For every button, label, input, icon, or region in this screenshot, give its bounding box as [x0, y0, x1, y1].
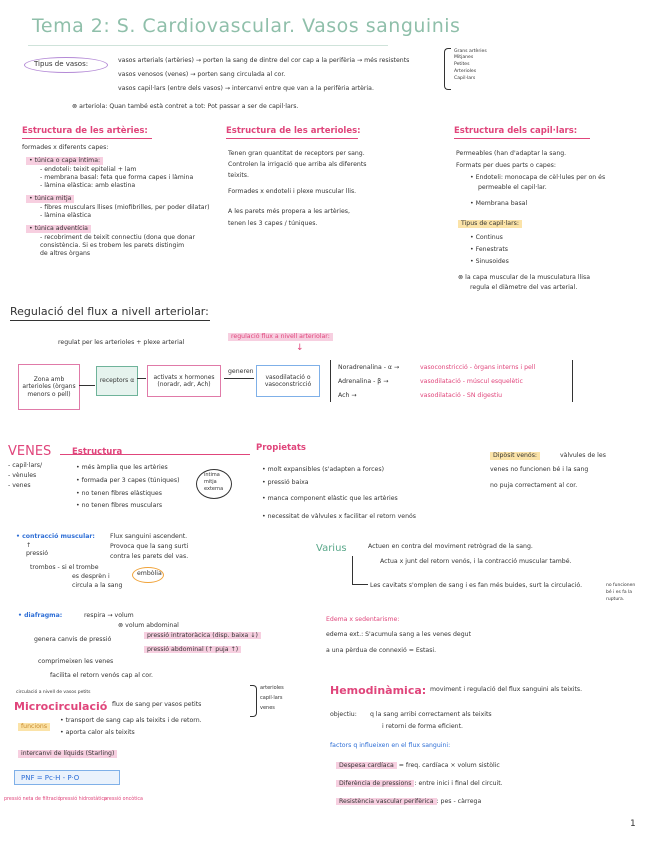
arteries-line: • túnica mitja: [26, 195, 74, 203]
functions-label: funcions: [18, 723, 50, 731]
veins-heading: VENES: [8, 444, 52, 459]
hemodynamics-heading: Hemodinàmica:: [330, 684, 427, 697]
varices-line: Les cavitats s'omplen de sang i es fan més buides, surt la circulació.: [370, 582, 583, 589]
reg-row-right: vasodilatació - múscul esquelètic: [420, 378, 523, 385]
types-label: Tipus de vasos:: [34, 60, 89, 68]
arrow-line: [224, 378, 254, 379]
brace-item: Arterioles: [454, 69, 477, 74]
arterioles-line: A les parets més propera a les artèries,: [228, 208, 350, 215]
vein-property: • molt expansibles (s'adapten a forces): [262, 466, 385, 473]
arteries-heading: Estructura de les artèries:: [22, 126, 148, 136]
muscle-pump-left: ↑: [26, 542, 32, 549]
regulation-sub2: regulació flux a nivell arteriolar:: [228, 333, 333, 341]
capillaries-note: regula el diàmetre del vas arterial.: [470, 284, 578, 291]
varices-right: bé i es fa la: [606, 590, 633, 595]
pressure-label: pressió intratoràcica (disp. baixa ↓): [144, 632, 261, 639]
divider: [330, 360, 331, 402]
types-item-venous: vasos venosos (venes) → porten sang circulada al cor.: [118, 71, 286, 78]
micro-heading: Microcirculació: [14, 700, 108, 713]
diaphragm-line: respira → volum: [84, 612, 134, 619]
capillaries-underline: [454, 138, 590, 139]
reg-row-right: vasoconstricció - òrgans interns i pell: [420, 364, 536, 371]
box-receptors: receptors α: [96, 366, 138, 396]
arteries-line: - recobriment de teixit connectiu (dona que donar: [40, 234, 196, 241]
factor-name: Despesa cardíaca: [336, 762, 397, 769]
arteries-line: • túnica o capa íntima:: [26, 157, 103, 165]
sedentary-heading: Edema x sedentarisme:: [326, 616, 400, 623]
varices-connector: [352, 556, 353, 584]
valves-text: no puja correctament al cor.: [490, 482, 578, 489]
vein-property: • pressió baixa: [262, 479, 309, 486]
diaphragm-right: [144, 632, 261, 640]
page-title: Tema 2: S. Cardiovascular. Vasos sanguinis: [32, 15, 461, 37]
arteries-line: - membrana basal: feta que forma capes i làmina: [40, 174, 194, 181]
arteries-line: de altres òrgans: [40, 250, 91, 257]
arteries-subtitle: formades x diferents capes:: [22, 144, 109, 151]
valves-label: Dipòsit venós:: [490, 452, 540, 460]
vein-layer: mitja: [204, 479, 217, 485]
factor-desc: : pes - càrrega: [436, 798, 482, 805]
regulation-heading: Regulació del flux a nivell arteriolar:: [10, 305, 209, 318]
micro-brace-item: venes: [260, 705, 275, 711]
veins-structure-label: Estructura: [72, 447, 123, 457]
properties-label: Propietats: [256, 443, 306, 453]
veins-structure: • formada per 3 capes (túniques): [76, 477, 180, 484]
hemodynamics-def: q la sang arribi correctament als teixits: [370, 711, 492, 718]
muscle-pump-heading: • contracció muscular:: [16, 533, 95, 540]
box-effect: vasodilatació o vasoconstricció: [256, 365, 320, 397]
down-arrow: ↓: [296, 343, 304, 353]
vein-layer: externa: [204, 486, 224, 492]
brace-item: Mitjanes: [454, 55, 474, 60]
types-item-capillary: vasos capil·lars (entre dels vasos) → intercanvi entre que van a la perifèria artèria.: [118, 85, 374, 92]
formula-label: pressió neta de filtració: [4, 797, 61, 802]
valves-text: vàlvules de les: [560, 452, 606, 459]
arteries-line: - endoteli: teixit epitelial + lam: [40, 166, 137, 173]
factor-name: Diferència de pressions: [336, 780, 414, 787]
capillary-type: • Fenestrats: [470, 246, 509, 253]
diaphragm-line: ⊗ volum abdominal: [118, 622, 179, 629]
function-item: • aporta calor als teixits: [60, 729, 135, 736]
factor-item: [336, 762, 500, 770]
brace-item: Petites: [454, 62, 470, 67]
diaphragm-line: facilita el retorn venós cap al cor.: [50, 672, 154, 679]
hemodynamics-def: i retorni de forma eficient.: [382, 723, 463, 730]
varices-line: Actua x junt del retorn venós, i la contracció muscular també.: [380, 558, 572, 565]
arterioles-line: Controlen la irrigació que arriba als diferents: [228, 161, 367, 168]
capillaries-note: ⊗ la capa muscular de la musculatura llisa: [458, 274, 591, 281]
embolia-label: embòlia: [137, 570, 162, 577]
arterioles-heading: Estructura de les arterioles:: [226, 126, 361, 136]
box-zone: Zona amb arterioles (òrgans menors o pell): [18, 364, 80, 410]
factor-item: [336, 798, 481, 806]
factors-label: factors q influeixen en el flux sanguini:: [330, 742, 451, 749]
micro-pre: circulació a nivell de vasos petits: [16, 690, 91, 695]
reg-row-left: Noradrenalina - α →: [338, 364, 400, 371]
reg-row-right: vasodilatació - SN digestiu: [420, 392, 503, 399]
formula-box: PNF = Pc·H - P·O: [14, 770, 120, 785]
capillaries-line: Formats per dues parts o capes:: [456, 162, 556, 169]
diaphragm-right: [144, 646, 241, 654]
capillary-type: • Continus: [470, 234, 503, 241]
muscle-pump-text: Provoca que la sang surti: [110, 543, 189, 550]
diaphragm-line: genera canvis de pressió: [34, 636, 112, 643]
diaphragm-line: comprimeixen les venes: [38, 658, 114, 665]
veins-structure: • més àmplia que les artèries: [76, 464, 168, 471]
factor-item: [336, 780, 503, 788]
veins-list: - venes: [8, 482, 31, 489]
capillaries-line: • Endoteli: monocapa de cèl·lules per on és: [470, 174, 606, 181]
function-item: • transport de sang cap als teixits i de retorn.: [60, 717, 202, 724]
veins-structure: • no tenen fibres elàstiques: [76, 490, 162, 497]
brace-item: Grans artèries: [454, 49, 487, 54]
page-number: 1: [630, 819, 636, 829]
vein-property: • manca component elàstic que les artèries: [262, 495, 398, 502]
arrow-line: [79, 385, 95, 386]
micro-brace-item: arterioles: [260, 685, 284, 691]
veins-list: - capil·lars/: [8, 462, 43, 469]
arteries-line: - làmina elàstica: [40, 212, 92, 219]
varices-heading: Varius: [316, 543, 347, 554]
vein-property: • necessitat de vàlvules x facilitar el retorn venós: [262, 513, 417, 520]
pressure-label: pressió abdominal (↑ puja ↑): [144, 646, 241, 653]
factor-name: Resistència vascular perifèrica: [336, 798, 437, 805]
types-item-arterial: vasos arterials (artèries) → porten la sang de dintre del cor cap a la perifèria → més resistents: [118, 57, 410, 64]
hemodynamics-def-label: objectiu:: [330, 711, 357, 718]
diaphragm-heading: • diafragma:: [18, 612, 63, 619]
formula-label: pressió oncòtica: [104, 797, 143, 802]
arterioles-line: teixits.: [228, 172, 249, 179]
divider: [572, 360, 573, 402]
capillary-type: • Sinusoides: [470, 258, 509, 265]
arteries-line: - làmina elàstica: amb elastina: [40, 182, 136, 189]
capillaries-line: Permeables (han d'adaptar la sang.: [456, 150, 567, 157]
veins-list: - vènules: [8, 472, 37, 479]
hemodynamics-text: moviment i regulació del flux sanguini als teixits.: [430, 686, 583, 693]
arteries-line: consistència. Si es trobem les parets distingim: [40, 242, 185, 249]
arteries-line: - fibres musculars llises (miofibrilles, per poder dilatar): [40, 204, 210, 211]
arterioles-underline: [226, 138, 358, 139]
sedentary-line: a una pèrdua de connexió = Estasi.: [326, 647, 437, 654]
arteries-underline: [22, 138, 152, 139]
vein-layer: íntima: [204, 472, 220, 478]
veins-underline: [60, 454, 250, 455]
capillaries-line: • Membrana basal: [470, 200, 528, 207]
arterioles-line: tenen les 3 capes / túniques.: [228, 220, 318, 227]
muscle-pump-text: Flux sanguini ascendent.: [110, 533, 188, 540]
veins-structure: • no tenen fibres musculars: [76, 502, 163, 509]
arteries-line: • túnica adventícia: [26, 225, 91, 233]
capillaries-line: permeable el capil·lar.: [478, 184, 547, 191]
muscle-pump-bottom: circula a la sang: [72, 582, 123, 589]
reg-row-left: Adrenalina - β →: [338, 378, 389, 385]
reg-row-left: Ach →: [338, 392, 357, 399]
varices-right: ruptura.: [606, 597, 625, 602]
factor-desc: : entre inici i final del circuit.: [414, 780, 503, 787]
types-brace: [444, 48, 451, 90]
exchange-label: intercanvi de líquids (Starling): [18, 750, 117, 758]
valves-text: venes no funcionen bé i la sang: [490, 466, 589, 473]
regulation-sub: regulat per les arterioles + plexe arterial: [58, 339, 185, 346]
muscle-pump-bottom: es desprèn i: [72, 573, 110, 580]
label-generen: generen: [228, 368, 254, 375]
varices-right: no funcionen: [606, 583, 636, 588]
capillaries-heading: Estructura dels capil·lars:: [454, 126, 578, 136]
sedentary-line: edema ext.: S'acumula sang a les venes degut: [326, 631, 472, 638]
title-underline: [28, 45, 388, 46]
muscle-pump-left: pressió: [26, 550, 49, 557]
factor-desc: = freq. cardíaca × volum sistòlic: [396, 762, 500, 769]
arteriole-note: ⊗ arteriola: Quan també està contret a tot: Pot passar a ser de capil·lars.: [72, 103, 299, 110]
muscle-pump-text: contra les parets del vas.: [110, 553, 189, 560]
varices-connector: [352, 584, 368, 585]
muscle-pump-bottom: trombos - si el trombe: [30, 564, 99, 571]
box-hormones: activats x hormones (noradr, adr, Ach): [147, 365, 221, 397]
arrow-line: [137, 378, 146, 379]
arterioles-line: Formades x endoteli i plexe muscular llis.: [228, 188, 357, 195]
micro-brace: [250, 685, 257, 717]
varices-line: Actuen en contra del moviment retrògrad de la sang.: [368, 543, 533, 550]
micro-brace-item: capil·lars: [260, 695, 283, 701]
brace-item: Capil·lars: [454, 76, 476, 81]
regulation-underline: [10, 320, 210, 321]
capillary-types-label: Tipus de capil·lars:: [458, 220, 522, 228]
arterioles-line: Tenen gran quantitat de receptors per sang.: [228, 150, 365, 157]
micro-def: flux de sang per vasos petits: [112, 701, 202, 708]
formula-label: pressió hidrostàtica: [60, 797, 107, 802]
